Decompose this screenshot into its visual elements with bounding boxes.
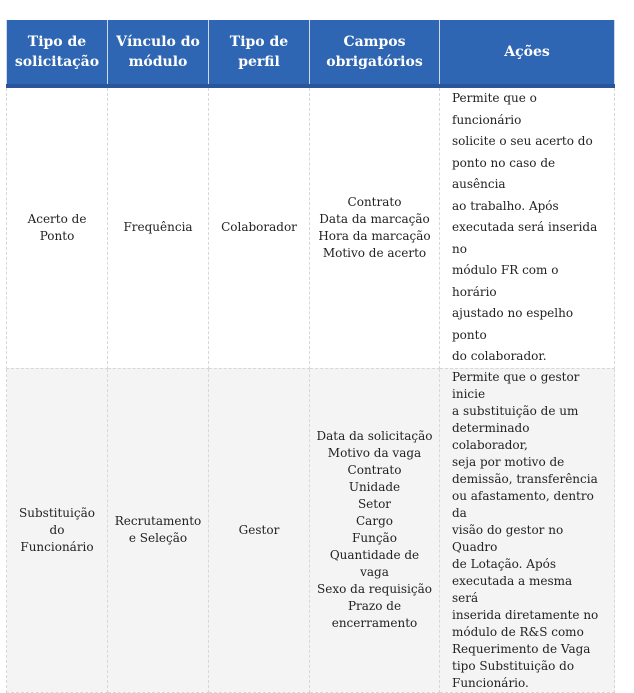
header-acoes: Ações — [440, 20, 615, 86]
header-tipo-perfil: Tipo de perfil — [209, 20, 310, 86]
cell-vinculo-modulo: Frequência — [108, 86, 209, 368]
header-tipo-solicitacao: Tipo de solicitação — [7, 20, 108, 86]
cell-acoes: Permite que o gestor inicie a substituição de um determinado colaborador, seja por motivo de demissão, transferência ou afastamento, dentro da visão do gestor no Quadro de Lotação. Após executada a mesma será inserida diretamente no módulo de R&S como Requerimento de Vaga tipo Substituição do Funcionário. — [440, 368, 615, 692]
cell-acoes: Permite que o funcionário solicite o seu acerto do ponto no caso de ausência ao trabalho. Após executada será inserida no módulo FR com o horário ajustado no espelho ponto do colaborador. — [440, 86, 615, 368]
cell-tipo-solicitacao: Acerto de Ponto — [7, 86, 108, 368]
cell-tipo-perfil: Gestor — [209, 368, 310, 692]
table-row — [7, 86, 615, 368]
cell-tipo-perfil: Colaborador — [209, 86, 310, 368]
cell-campos-obrigatorios: Data da solicitação Motivo da vaga Contrato Unidade Setor Cargo Função Quantidade de vaga Sexo da requisição Prazo de encerramento — [310, 368, 440, 692]
table-row — [7, 368, 615, 692]
cell-vinculo-modulo: Recrutamento e Seleção — [108, 368, 209, 692]
header-vinculo-modulo: Vínculo do módulo — [108, 20, 209, 86]
header-campos-obrigatorios: Campos obrigatórios — [310, 20, 440, 86]
cell-campos-obrigatorios: Contrato Data da marcação Hora da marcação Motivo de acerto — [310, 86, 440, 368]
header-row — [7, 20, 615, 86]
cell-tipo-solicitacao: Substituição do Funcionário — [7, 368, 108, 692]
request-types-table — [6, 20, 615, 693]
